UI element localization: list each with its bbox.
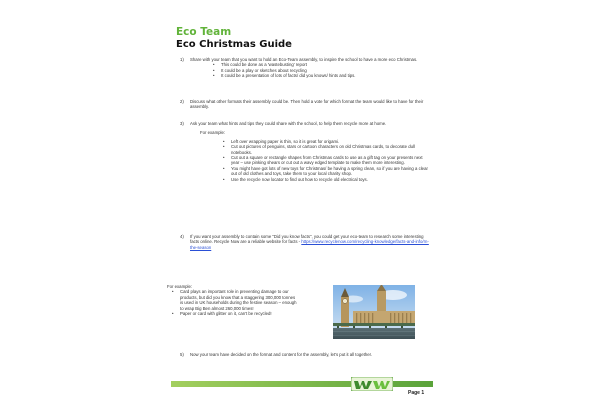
step-1-bullets [212,62,433,78]
list-item: • It could be a play or sketches about recycling [212,68,433,73]
recyclenow-link[interactable]: https://www.recyclenow.com/recycling-knowledge/facts-and-info/rn-the-season [190,239,429,250]
list-item: • Use the recycle now locator to find out how to recycle old electrical toys. [222,177,430,182]
step-5 [180,352,433,357]
list-item: • Paper or card with glitter on it, can't be recycled! [171,311,297,316]
wastewise-logo [351,377,393,391]
list-item: • Cut out pictures of penguins, stars or cartoon characters on old Christmas cards, to decorate dull notebooks. [222,144,430,155]
list-item: • Left over wrapping paper is thin, so it is great for origami. [222,139,430,144]
step-4 [180,234,433,250]
page-title: Eco Christmas Guide [176,39,292,50]
step-1 [180,57,433,79]
tips-list [222,139,430,182]
facts-section [167,284,297,316]
step-number: 4) [180,234,184,239]
list-item: • It could be a presentation of lots of facts/ did you knows/ hints and tips. [212,73,433,78]
list-item: • You might have got lots of new toys for Christmas/ be having a spring clean, so if you are having a clear out of old clothes and toys, take them to your local charity shop. [222,166,430,177]
footer-bar [171,381,433,387]
step-text: Now your team have decided on the format and content for the assembly, let's put it all together. [190,352,373,357]
step-3 [180,121,433,182]
facts-label: For example: [167,284,193,289]
list-item: • This could be done as a 'wastebusting' report [212,62,433,67]
document-page [165,20,435,398]
example-label: For example: [200,130,226,136]
step-text [190,234,433,250]
eco-team-heading: Eco Team [176,26,232,38]
step-text: Discuss what other formats their assembly could be. Then hold a vote for which format the team would like to have for their assembly. [190,99,424,110]
step-number: 3) [180,121,184,126]
step-2 [180,99,433,110]
step-number: 1) [180,57,184,62]
step-text: Share with your team that you want to hold an Eco-Team assembly, to inspire the school to have a more eco Christmas. [190,57,418,62]
big-ben-photo [333,285,415,339]
step-number: 5) [180,352,184,357]
page-number: Page 1 [408,390,425,396]
step-text: Ask your team what hints and tips they could share with the school, to help them recycle more at home. [190,121,387,126]
list-item: • Card plays an important role in preventing damage to our products, but did you know that a staggering 300,000 tonnes is used in UK households during the festive season – enough to wrap Big Ben almost 260,000 times! [171,289,297,311]
document-header [176,26,292,51]
facts-list [171,289,297,316]
step-number: 2) [180,99,184,104]
step-text-body: If you want your assembly to contain some "Did you know facts", you could get your eco-team to research some interesting facts online. Recycle Now are a reliable website for facts - [190,234,424,245]
list-item: • Cut out a square or rectangle shapes from Christmas cards to use as a gift tag on your presents next year – use pinking shears or cut out a wavy edged template to make them more interesting. [222,155,430,166]
